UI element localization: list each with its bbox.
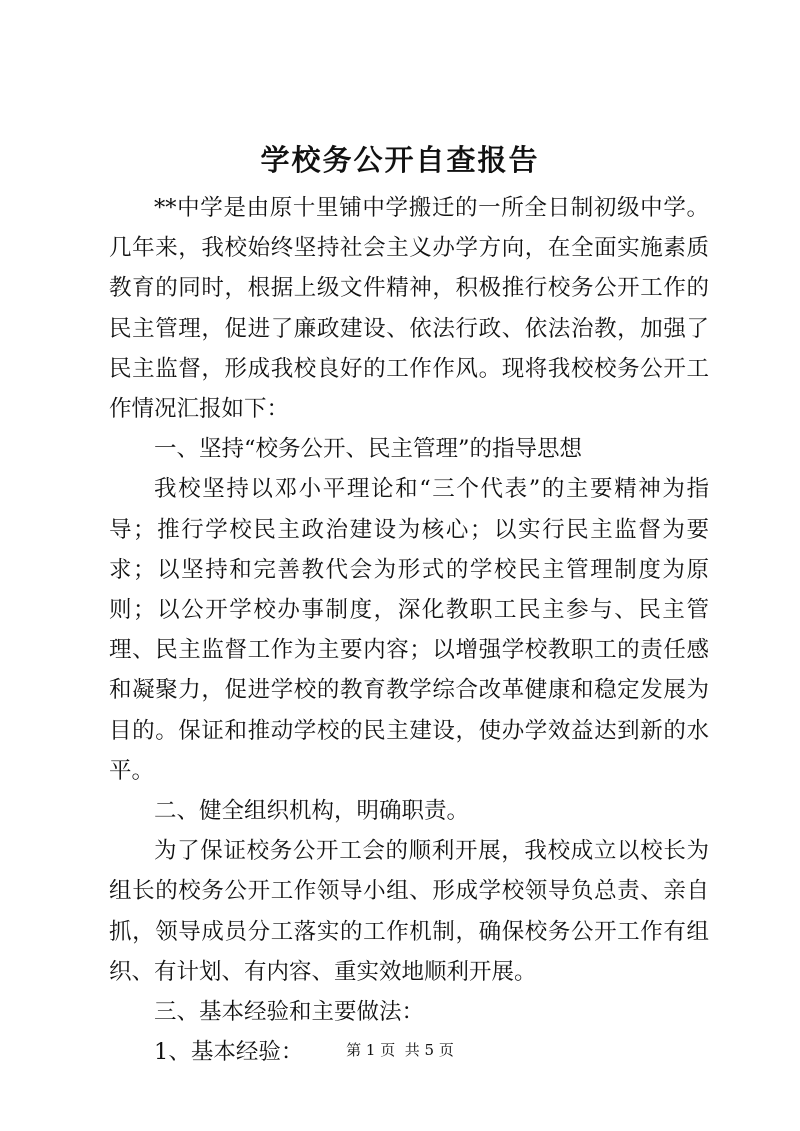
page-footer: 第 1 页 共 5 页: [346, 1041, 454, 1059]
document-title: 学校务公开自查报告: [260, 143, 540, 177]
heading-section-1: 一、坚持“校务公开、民主管理”的指导思想: [154, 436, 583, 463]
heading-subsection-1: 1、基本经验：: [154, 1039, 304, 1066]
heading-section-3: 三、基本经验和主要做法：: [154, 999, 425, 1026]
heading-section-2: 二、健全组织机构，明确职责。: [154, 798, 470, 825]
paragraph-organization: 为了保证校务公开工会的顺利开展，我校成立以校长为组长的校务公开工作领导小组、形成学校领导负总责、亲自抓，领导成员分工落实的工作机制，确保校务公开工作有组织、有计划、有内容、重实效地顺利开展。: [109, 838, 709, 985]
document-body: [109, 188, 709, 1072]
paragraph-guiding-principle: 我校坚持以邓小平理论和“三个代表”的主要精神为指导；推行学校民主政治建设为核心；以实行民主监督为要求；以坚持和完善教代会为形式的学校民主管理制度为原则；以公开学校办事制度，深化教职工民主参与、民主管理、民主监督工作为主要内容；以增强学校教职工的责任感和凝聚力，促进学校的教育教学综合改革健康和稳定发展为目的。保证和推动学校的民主建设，使办学效益达到新的水平。: [109, 476, 709, 784]
paragraph-intro: **中学是由原十里铺中学搬迁的一所全日制初级中学。几年来，我校始终坚持社会主义办学方向，在全面实施素质教育的同时，根据上级文件精神，积极推行校务公开工作的民主管理，促进了廉政建设、依法行政、依法治教，加强了民主监督，形成我校良好的工作作风。现将我校校务公开工作情况汇报如下：: [109, 195, 709, 423]
